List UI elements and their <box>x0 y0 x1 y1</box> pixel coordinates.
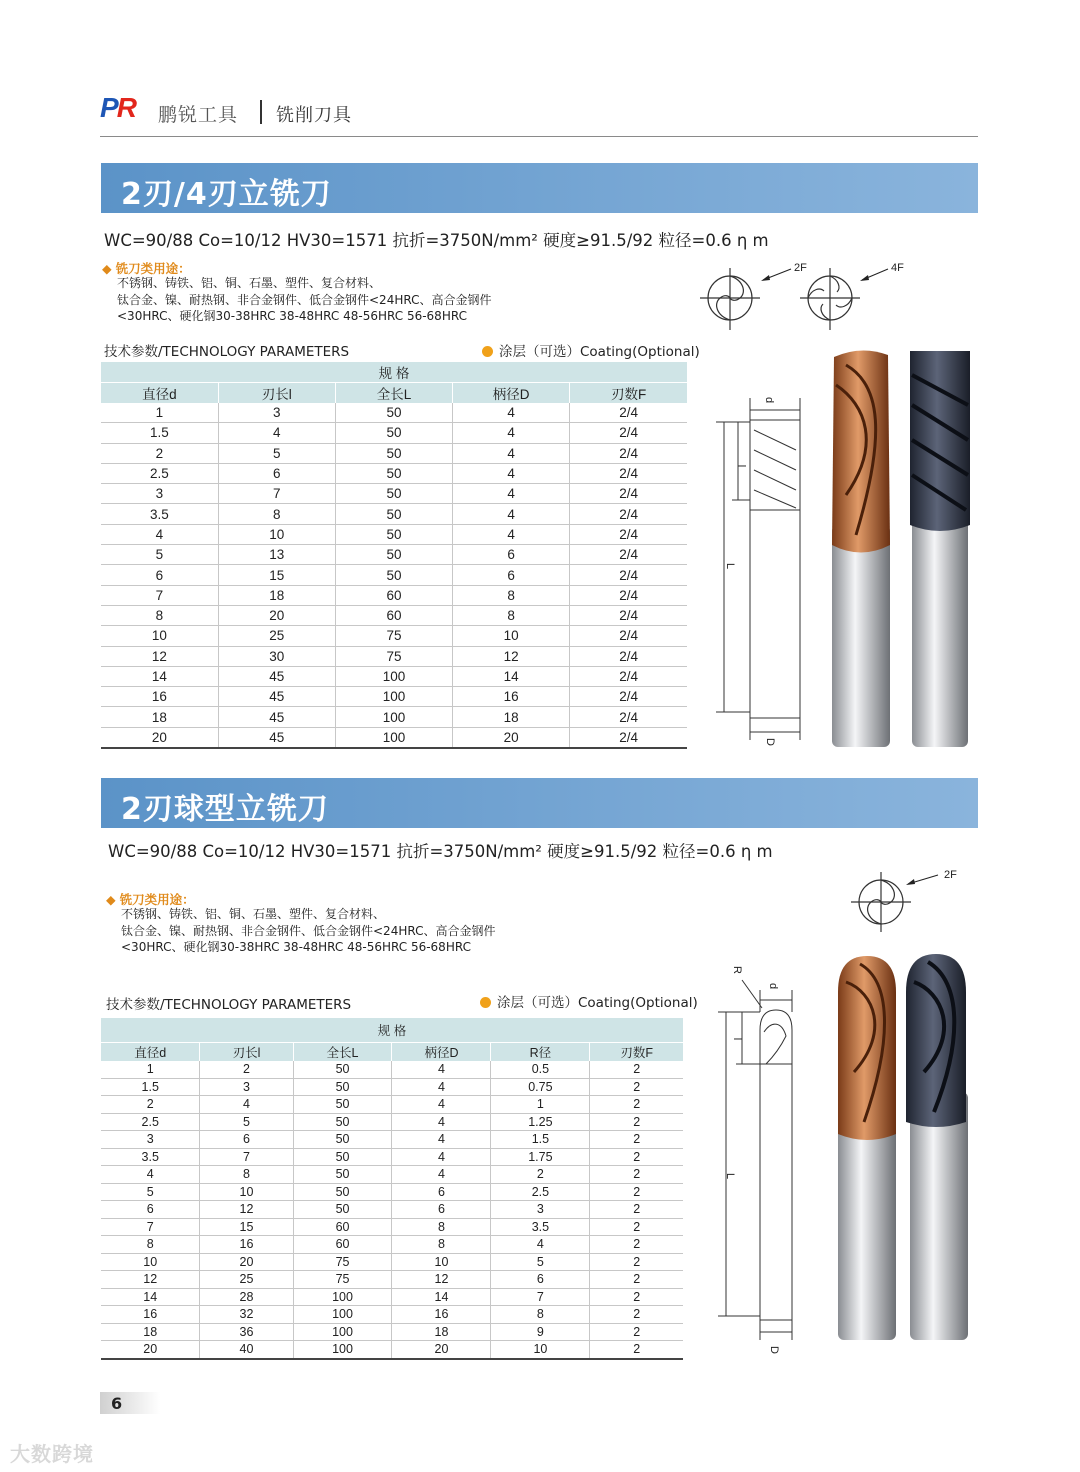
table-cell: 50 <box>293 1166 392 1184</box>
table-cell: 12 <box>453 646 570 666</box>
table-cell: 12 <box>392 1271 491 1289</box>
table-cell: 32 <box>200 1306 293 1324</box>
table-cell: 3 <box>200 1078 293 1096</box>
table-row <box>101 504 687 524</box>
dim-label-d: d <box>767 982 780 990</box>
table-cell: 3.5 <box>101 504 218 524</box>
table-row <box>101 1078 683 1096</box>
table-cell: 28 <box>200 1288 293 1306</box>
table-cell: 4 <box>453 423 570 443</box>
table-cell: 20 <box>392 1341 491 1359</box>
table-body <box>101 403 687 748</box>
table-cell: 60 <box>293 1236 392 1254</box>
table-cell: 50 <box>293 1201 392 1219</box>
table-row <box>101 1061 683 1078</box>
spec-table-end-mill <box>101 362 687 749</box>
table-cell: 7 <box>101 1218 200 1236</box>
table-cell: 4 <box>101 1166 200 1184</box>
table-cell: 50 <box>335 504 452 524</box>
table-cell: 18 <box>218 585 335 605</box>
table-cell: 14 <box>453 666 570 686</box>
table-cell: 2 <box>590 1271 683 1289</box>
dim-label-l: l <box>735 464 748 468</box>
table-cell: 16 <box>101 687 218 707</box>
table-cell: 4 <box>392 1113 491 1131</box>
table-cell: 50 <box>335 403 452 423</box>
table-cell: 1.75 <box>491 1148 590 1166</box>
table-cell: 25 <box>200 1271 293 1289</box>
table-cell: 2.5 <box>491 1183 590 1201</box>
table-cell: 45 <box>218 687 335 707</box>
table-cell: 1 <box>101 403 218 423</box>
table-row <box>101 585 687 605</box>
table-cell: 1.5 <box>491 1131 590 1149</box>
column-header: 直径d <box>101 1043 200 1062</box>
table-cell: 8 <box>101 605 218 625</box>
table-cell: 50 <box>335 443 452 463</box>
table-cell: 18 <box>453 707 570 727</box>
table-row <box>101 1166 683 1184</box>
table-cell: 2 <box>101 1096 200 1114</box>
table-cell: 2 <box>590 1078 683 1096</box>
table-cell: 4 <box>392 1096 491 1114</box>
table-row <box>101 1341 683 1359</box>
watermark: 大数跨境 <box>10 1442 94 1466</box>
flute-label: 2F <box>944 869 957 881</box>
table-cell: 13 <box>218 545 335 565</box>
material-spec-line: WC=90/88 Co=10/12 HV30=1571 抗折=3750N/mm² 硬度≥91.5/92 粒径=0.6 η m <box>104 231 769 250</box>
coating-note: 涂层（可选）Coating(Optional) <box>480 991 698 1011</box>
column-header: 刃数F <box>590 1043 683 1062</box>
table-cell: 8 <box>101 1236 200 1254</box>
table-cell: 4 <box>392 1148 491 1166</box>
table-cell: 16 <box>453 687 570 707</box>
table-cell: 3.5 <box>101 1148 200 1166</box>
table-row <box>101 707 687 727</box>
table-cell: 4 <box>101 524 218 544</box>
table-cell: 2 <box>590 1236 683 1254</box>
table-cell: 10 <box>200 1183 293 1201</box>
ball-end-mill-product-photo <box>834 952 974 1344</box>
table-cell: 2/4 <box>570 524 687 544</box>
table-row <box>101 1201 683 1219</box>
table-row <box>101 1253 683 1271</box>
table-cell: 16 <box>200 1236 293 1254</box>
table-cell: 45 <box>218 707 335 727</box>
column-header: 刃数F <box>570 383 687 404</box>
table-row <box>101 403 687 423</box>
table-row <box>101 1113 683 1131</box>
usage-title: ◆ 铣刀类用途： <box>106 892 195 907</box>
table-cell: 2/4 <box>570 463 687 483</box>
dim-label-d: d <box>763 396 776 404</box>
table-cell: 4 <box>453 463 570 483</box>
table-row <box>101 565 687 585</box>
table-cell: 2/4 <box>570 626 687 646</box>
table-cell: 10 <box>101 1253 200 1271</box>
flute-label: 2F <box>794 262 807 274</box>
usage-line: 不锈钢、铸铁、铝、铜、石墨、塑件、复合材料、 <box>121 907 386 921</box>
table-cell: 30 <box>218 646 335 666</box>
table-cell: 16 <box>392 1306 491 1324</box>
table-row <box>101 626 687 646</box>
dim-label-D: D <box>767 1346 780 1354</box>
tech-params-title: 技术参数/TECHNOLOGY PARAMETERS <box>104 344 350 360</box>
table-cell: 3 <box>491 1201 590 1219</box>
table-cell: 7 <box>200 1148 293 1166</box>
dim-label-L: L <box>724 562 737 570</box>
two-flute-cross-section-icon <box>700 268 760 330</box>
table-cell: 2 <box>590 1166 683 1184</box>
dim-label-l: l <box>731 1037 744 1041</box>
section-banner-ball-end-mill <box>101 778 978 828</box>
table-cell: 2/4 <box>570 403 687 423</box>
column-header: 直径d <box>101 383 218 404</box>
brand-logo: PR <box>100 92 135 123</box>
brand-name: 鹏锐工具 <box>158 104 239 126</box>
ball-flute-cross-section-diagram <box>846 866 946 936</box>
table-cell: 3 <box>101 1131 200 1149</box>
table-row <box>101 1236 683 1254</box>
table-cell: 8 <box>200 1166 293 1184</box>
section-banner-end-mill <box>101 163 978 213</box>
table-cell: 18 <box>101 707 218 727</box>
table-cell: 3.5 <box>491 1218 590 1236</box>
table-cell: 45 <box>218 666 335 686</box>
table-cell: 2/4 <box>570 646 687 666</box>
table-cell: 50 <box>335 484 452 504</box>
two-flute-ball-cross-section-icon <box>851 872 911 932</box>
diamond-bullet-icon: ◆ <box>102 261 112 276</box>
table-cell: 18 <box>392 1323 491 1341</box>
table-cell: 2/4 <box>570 707 687 727</box>
table-row <box>101 1183 683 1201</box>
table-row <box>101 524 687 544</box>
page-number: 6 <box>111 1394 123 1413</box>
table-cell: 15 <box>218 565 335 585</box>
table-row <box>101 1306 683 1324</box>
table-cell: 2 <box>200 1061 293 1078</box>
table-cell: 6 <box>101 565 218 585</box>
table-cell: 6 <box>218 463 335 483</box>
four-flute-cross-section-icon <box>800 268 860 330</box>
table-cell: 4 <box>392 1166 491 1184</box>
table-row <box>101 1271 683 1289</box>
table-cell: 15 <box>200 1218 293 1236</box>
table-cell: 36 <box>200 1323 293 1341</box>
flute-label: 4F <box>891 262 904 274</box>
column-header: R径 <box>491 1043 590 1062</box>
table-cell: 2.5 <box>101 1113 200 1131</box>
table-cell: 2/4 <box>570 585 687 605</box>
copper-coated-ball-end-mill <box>838 956 896 1340</box>
table-cell: 8 <box>392 1236 491 1254</box>
table-cell: 12 <box>101 1271 200 1289</box>
table-row <box>101 1148 683 1166</box>
table-row <box>101 605 687 625</box>
table-cell: 0.75 <box>491 1078 590 1096</box>
table-cell: 6 <box>392 1201 491 1219</box>
table-cell: 4 <box>453 403 570 423</box>
table-cell: 20 <box>200 1253 293 1271</box>
table-cell: 4 <box>392 1078 491 1096</box>
table-cell: 8 <box>392 1218 491 1236</box>
page-category: 铣削刀具 <box>276 105 352 126</box>
table-cell: 5 <box>101 1183 200 1201</box>
table-cell: 100 <box>335 707 452 727</box>
table-cell: 50 <box>293 1096 392 1114</box>
table-cell: 2/4 <box>570 484 687 504</box>
table-row <box>101 666 687 686</box>
table-cell: 6 <box>200 1131 293 1149</box>
table-cell: 14 <box>101 666 218 686</box>
page-number-box <box>100 1392 160 1414</box>
table-cell: 50 <box>293 1183 392 1201</box>
table-cell: 3 <box>218 403 335 423</box>
table-group-header: 规 格 <box>101 362 687 383</box>
table-cell: 1 <box>101 1061 200 1078</box>
table-cell: 2/4 <box>570 504 687 524</box>
table-cell: 20 <box>453 727 570 748</box>
table-cell: 2/4 <box>570 687 687 707</box>
table-cell: 100 <box>293 1306 392 1324</box>
table-cell: 20 <box>101 1341 200 1359</box>
table-cell: 40 <box>200 1341 293 1359</box>
usage-line: 钛合金、镍、耐热钢、非合金钢件、低合金钢件<24HRC、高合金钢件 <box>121 923 496 938</box>
table-cell: 2.5 <box>101 463 218 483</box>
table-cell: 5 <box>218 443 335 463</box>
coating-dot-icon <box>482 346 493 357</box>
diamond-bullet-icon: ◆ <box>106 892 116 907</box>
dim-label-D: D <box>763 738 776 746</box>
table-cell: 4 <box>453 524 570 544</box>
table-cell: 1 <box>491 1096 590 1114</box>
table-cell: 50 <box>293 1078 392 1096</box>
dark-coated-4-flute-end-mill <box>910 351 970 747</box>
table-cell: 10 <box>491 1341 590 1359</box>
table-cell: 4 <box>453 484 570 504</box>
column-header: 全长L <box>293 1043 392 1062</box>
table-row <box>101 727 687 748</box>
table-cell: 8 <box>453 585 570 605</box>
table-body <box>101 1061 683 1359</box>
table-cell: 6 <box>453 545 570 565</box>
usage-line: <30HRC、硬化钢30-38HRC 38-48HRC 48-56HRC 56-68HRC <box>121 940 471 954</box>
table-cell: 12 <box>101 646 218 666</box>
end-mill-product-photo <box>826 345 976 750</box>
table-row <box>101 1096 683 1114</box>
table-cell: 100 <box>293 1341 392 1359</box>
dim-label-R: R <box>730 966 743 974</box>
table-cell: 4 <box>491 1236 590 1254</box>
table-row <box>101 484 687 504</box>
table-cell: 2 <box>590 1201 683 1219</box>
table-cell: 2 <box>590 1061 683 1078</box>
table-cell: 50 <box>335 545 452 565</box>
table-cell: 100 <box>335 727 452 748</box>
table-cell: 2 <box>590 1306 683 1324</box>
copper-coated-2-flute-end-mill <box>832 350 890 747</box>
table-cell: 50 <box>335 463 452 483</box>
table-cell: 2 <box>491 1166 590 1184</box>
table-cell: 16 <box>101 1306 200 1324</box>
table-cell: 2 <box>590 1323 683 1341</box>
table-cell: 50 <box>293 1148 392 1166</box>
table-cell: 2/4 <box>570 605 687 625</box>
column-header: 刃长l <box>218 383 335 404</box>
table-cell: 2 <box>590 1131 683 1149</box>
table-cell: 4 <box>200 1096 293 1114</box>
table-cell: 2 <box>590 1341 683 1359</box>
usage-line: <30HRC、硬化钢30-38HRC 38-48HRC 48-56HRC 56-68HRC <box>117 309 467 323</box>
table-cell: 20 <box>101 727 218 748</box>
table-cell: 20 <box>218 605 335 625</box>
table-cell: 14 <box>101 1288 200 1306</box>
table-cell: 10 <box>101 626 218 646</box>
end-mill-dimension-drawing <box>712 390 812 750</box>
ball-end-mill-dimension-drawing <box>712 960 812 1360</box>
table-cell: 2 <box>590 1096 683 1114</box>
table-cell: 7 <box>491 1288 590 1306</box>
table-cell: 5 <box>491 1253 590 1271</box>
table-cell: 2/4 <box>570 727 687 748</box>
table-cell: 7 <box>101 585 218 605</box>
dark-coated-ball-end-mill <box>906 954 968 1340</box>
table-cell: 2 <box>590 1183 683 1201</box>
dim-label-L: L <box>724 1172 737 1180</box>
table-cell: 25 <box>218 626 335 646</box>
table-cell: 100 <box>335 666 452 686</box>
table-cell: 4 <box>218 423 335 443</box>
table-cell: 2 <box>101 443 218 463</box>
table-cell: 2/4 <box>570 666 687 686</box>
table-cell: 2 <box>590 1148 683 1166</box>
table-cell: 2/4 <box>570 565 687 585</box>
table-cell: 1.5 <box>101 1078 200 1096</box>
column-header: 柄径D <box>453 383 570 404</box>
table-cell: 60 <box>335 605 452 625</box>
table-cell: 7 <box>218 484 335 504</box>
table-cell: 6 <box>491 1271 590 1289</box>
table-cell: 75 <box>335 646 452 666</box>
table-cell: 10 <box>453 626 570 646</box>
section-title: 2刃球型立铣刀 <box>121 792 329 827</box>
table-cell: 12 <box>200 1201 293 1219</box>
page-header <box>100 90 978 137</box>
table-cell: 3 <box>101 484 218 504</box>
table-cell: 5 <box>101 545 218 565</box>
table-cell: 2/4 <box>570 423 687 443</box>
table-cell: 18 <box>101 1323 200 1341</box>
table-row <box>101 1131 683 1149</box>
table-cell: 14 <box>392 1288 491 1306</box>
material-spec-line: WC=90/88 Co=10/12 HV30=1571 抗折=3750N/mm² 硬度≥91.5/92 粒径=0.6 η m <box>108 842 773 861</box>
table-cell: 50 <box>293 1113 392 1131</box>
usage-list <box>121 906 495 956</box>
table-cell: 4 <box>392 1131 491 1149</box>
table-cell: 4 <box>453 504 570 524</box>
table-cell: 2 <box>590 1253 683 1271</box>
table-cell: 45 <box>218 727 335 748</box>
header-divider <box>260 100 262 124</box>
table-cell: 5 <box>200 1113 293 1131</box>
table-cell: 4 <box>392 1061 491 1078</box>
table-cell: 9 <box>491 1323 590 1341</box>
table-cell: 2/4 <box>570 545 687 565</box>
spec-table-ball-end-mill <box>101 1018 683 1360</box>
table-cell: 75 <box>293 1271 392 1289</box>
tech-params-title: 技术参数/TECHNOLOGY PARAMETERS <box>106 997 352 1013</box>
table-cell: 50 <box>335 524 452 544</box>
table-cell: 6 <box>392 1183 491 1201</box>
table-row <box>101 443 687 463</box>
coating-dot-icon <box>480 997 491 1008</box>
table-cell: 1.25 <box>491 1113 590 1131</box>
table-cell: 50 <box>335 423 452 443</box>
table-row <box>101 1288 683 1306</box>
table-cell: 0.5 <box>491 1061 590 1078</box>
table-cell: 8 <box>218 504 335 524</box>
table-cell: 8 <box>453 605 570 625</box>
table-cell: 2 <box>590 1288 683 1306</box>
usage-line: 不锈钢、铸铁、铝、铜、石墨、塑件、复合材料、 <box>117 276 382 290</box>
table-cell: 6 <box>101 1201 200 1219</box>
table-cell: 75 <box>293 1253 392 1271</box>
table-row <box>101 463 687 483</box>
table-row <box>101 687 687 707</box>
table-cell: 100 <box>293 1323 392 1341</box>
table-row <box>101 545 687 565</box>
section-title: 2刃/4刃立铣刀 <box>121 177 332 212</box>
table-cell: 75 <box>335 626 452 646</box>
table-row <box>101 423 687 443</box>
table-row <box>101 1323 683 1341</box>
table-cell: 10 <box>218 524 335 544</box>
coating-note: 涂层（可选）Coating(Optional) <box>482 340 700 360</box>
table-cell: 100 <box>335 687 452 707</box>
usage-list <box>117 275 491 325</box>
column-header: 全长L <box>335 383 452 404</box>
table-cell: 2/4 <box>570 443 687 463</box>
table-cell: 4 <box>453 443 570 463</box>
table-group-header: 规 格 <box>101 1018 683 1043</box>
table-cell: 10 <box>392 1253 491 1271</box>
usage-line: 钛合金、镍、耐热钢、非合金钢件、低合金钢件<24HRC、高合金钢件 <box>117 292 492 307</box>
table-cell: 1.5 <box>101 423 218 443</box>
table-cell: 2 <box>590 1218 683 1236</box>
table-cell: 6 <box>453 565 570 585</box>
table-cell: 50 <box>293 1061 392 1078</box>
usage-title: ◆ 铣刀类用途： <box>102 261 191 276</box>
table-cell: 50 <box>293 1131 392 1149</box>
table-cell: 2 <box>590 1113 683 1131</box>
table-row <box>101 1218 683 1236</box>
table-cell: 60 <box>335 585 452 605</box>
column-header: 刃长l <box>200 1043 293 1062</box>
table-cell: 8 <box>491 1306 590 1324</box>
table-cell: 100 <box>293 1288 392 1306</box>
table-row <box>101 646 687 666</box>
table-cell: 60 <box>293 1218 392 1236</box>
table-cell: 50 <box>335 565 452 585</box>
column-header: 柄径D <box>392 1043 491 1062</box>
